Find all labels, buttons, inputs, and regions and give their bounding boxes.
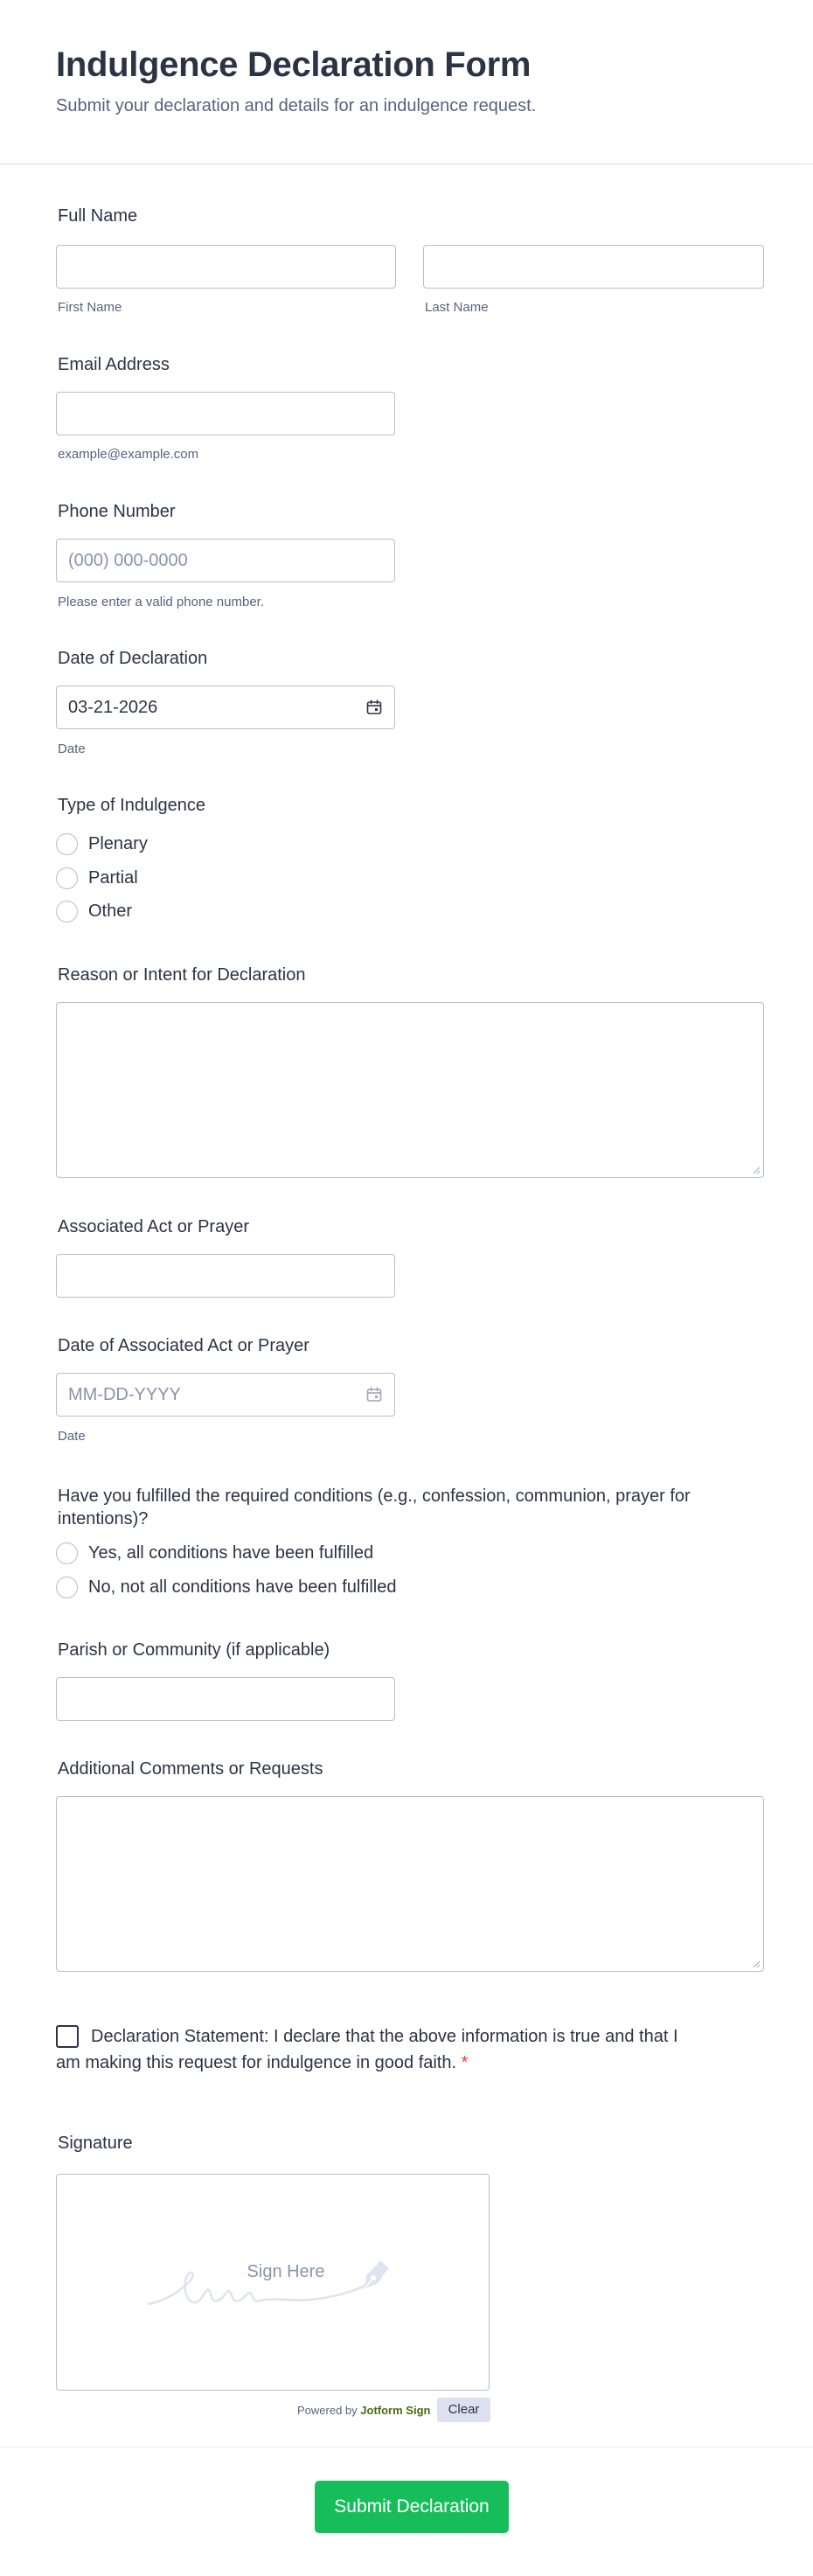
act-date-label: Date of Associated Act or Prayer [58, 1336, 309, 1355]
declaration-date-value: 03-21-2026 [68, 698, 158, 717]
phone-label: Phone Number [58, 502, 176, 521]
act-date-sublabel: Date [58, 1429, 86, 1444]
jotform-sign-brand[interactable]: Jotform Sign [360, 2404, 431, 2417]
associated-act-label: Associated Act or Prayer [58, 1217, 249, 1236]
radio-label: Other [88, 901, 133, 921]
form-subtitle: Submit your declaration and details for an indulgence request. [56, 96, 537, 115]
radio-label: Plenary [88, 833, 148, 853]
declaration-date-label: Date of Declaration [58, 649, 208, 668]
radio-button[interactable] [56, 833, 78, 855]
powered-by-text [297, 2399, 430, 2422]
resize-handle-icon[interactable] [752, 1960, 761, 1968]
phone-sublabel: Please enter a valid phone number. [58, 595, 264, 609]
radio-button[interactable] [56, 1542, 78, 1564]
radio-label: Partial [88, 867, 138, 888]
form-title: Indulgence Declaration Form [56, 45, 532, 84]
submit-button[interactable]: Submit Declaration [315, 2481, 509, 2533]
reason-label: Reason or Intent for Declaration [58, 965, 306, 985]
first-name-sublabel: First Name [58, 300, 122, 315]
last-name-input[interactable] [423, 245, 764, 289]
signature-label: Signature [58, 2134, 133, 2153]
phone-input[interactable]: (000) 000-0000 [56, 539, 395, 582]
resize-handle-icon[interactable] [752, 1166, 761, 1174]
email-input[interactable] [56, 392, 395, 435]
powered-prefix: Powered by [297, 2404, 358, 2417]
act-date-input[interactable] [56, 1373, 395, 1417]
first-name-input[interactable] [56, 245, 396, 289]
radio-button[interactable] [56, 867, 78, 889]
declaration-date-sublabel: Date [58, 741, 86, 756]
act-date-placeholder: MM-DD-YYYY [68, 1385, 181, 1404]
declaration-date-input[interactable] [56, 686, 395, 729]
declaration-statement [56, 2023, 685, 2076]
clear-signature-button[interactable]: Clear [437, 2398, 490, 2422]
declaration-text: Declaration Statement: I declare that the above information is true and that I am making this request for indulgence in good faith. [56, 2027, 678, 2072]
required-mark: * [461, 2053, 469, 2072]
radio-option-conditions-no[interactable] [56, 1575, 396, 1599]
calendar-icon[interactable] [365, 699, 383, 716]
full-name-label: Full Name [58, 206, 138, 226]
radio-label: Yes, all conditions have been fulfilled [88, 1542, 374, 1563]
radio-button[interactable] [56, 901, 78, 922]
conditions-label: Have you fulfilled the required conditions (e.g., confession, communion, prayer for intentions)? [58, 1486, 691, 1528]
comments-label: Additional Comments or Requests [58, 1759, 323, 1779]
parish-label: Parish or Community (if applicable) [58, 1640, 330, 1660]
form-header [0, 0, 813, 164]
parish-input[interactable] [56, 1677, 395, 1721]
reason-textarea[interactable] [56, 1002, 764, 1178]
radio-option-plenary[interactable] [56, 832, 148, 856]
email-label: Email Address [58, 355, 170, 374]
calendar-icon[interactable] [365, 1386, 383, 1403]
radio-option-conditions-yes[interactable] [56, 1541, 373, 1565]
signature-pad[interactable] [56, 2174, 490, 2391]
comments-textarea[interactable] [56, 1796, 764, 1972]
indulgence-type-label: Type of Indulgence [58, 796, 206, 815]
associated-act-input[interactable] [56, 1254, 395, 1298]
email-sublabel: example@example.com [58, 447, 199, 462]
radio-option-partial[interactable] [56, 866, 138, 890]
sign-here-text: Sign Here [247, 2262, 325, 2281]
last-name-sublabel: Last Name [425, 300, 489, 315]
radio-button[interactable] [56, 1577, 78, 1598]
pen-nib-icon [354, 2259, 393, 2297]
radio-label: No, not all conditions have been fulfilled [88, 1577, 397, 1597]
radio-option-other[interactable] [56, 899, 132, 923]
